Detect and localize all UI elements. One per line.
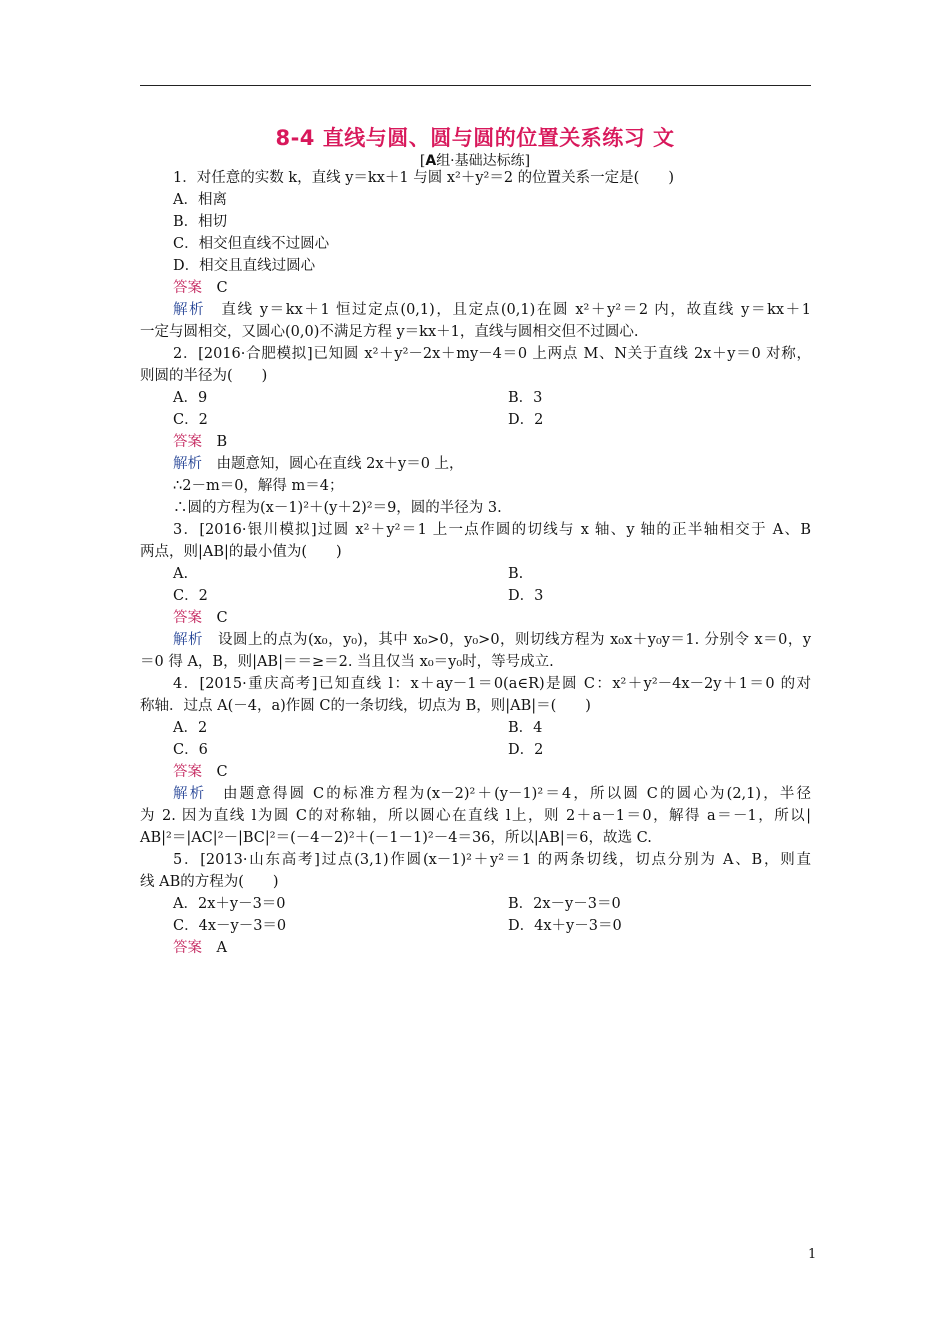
text-line: 则圆的半径为( )	[140, 368, 268, 384]
answer-line	[140, 607, 811, 629]
text-line: ∴圆的方程为(x－1)²＋(y＋2)²＝9，圆的半径为 3.	[173, 500, 502, 516]
group-label: 组·基础达标练]	[436, 153, 531, 169]
analysis-text: 由题意知，圆心在直线 2x＋y＝0 上，	[216, 456, 464, 472]
option-right: B．3	[508, 390, 543, 406]
option-left: A.	[173, 566, 189, 582]
text-line: 5．[2013·山东高考]过点(3,1)作圆(x－1)²＋y²＝1 的两条切线，切点分别为 A、B，则直	[173, 852, 811, 868]
option-row	[140, 585, 811, 607]
header-rule	[140, 85, 811, 86]
option-right: D．4x＋y－3＝0	[508, 918, 622, 934]
option-right: B．2x－y－3＝0	[508, 896, 621, 912]
analysis-text: 由题意得圆 C的标准方程为(x－2)²＋(y－1)²＝4，所以圆 C的圆心为(2,1)，半径	[220, 786, 812, 802]
page-number: 1	[808, 1247, 817, 1262]
option-left: C．2	[173, 412, 208, 428]
option-left: A．9	[173, 390, 208, 406]
text-line: 1．对任意的实数 k，直线 y＝kx＋1 与圆 x²＋y²＝2 的位置关系一定是( )	[173, 170, 674, 186]
option-row	[140, 409, 811, 431]
answer-label: 答案	[173, 940, 202, 956]
analysis-label: 解析	[173, 302, 206, 318]
text-line: 2．[2016·合肥模拟]已知圆 x²＋y²－2x＋my－4＝0 上两点 M、N关于直线 2x＋y＝0 对称，	[173, 346, 811, 362]
analysis-line	[140, 453, 811, 475]
option-row	[140, 563, 811, 585]
text-line: 一定与圆相交，又圆心(0,0)不满足方程 y＝kx＋1，直线与圆相交但不过圆心.	[140, 324, 639, 340]
answer-line	[140, 277, 811, 299]
answer-line	[140, 431, 811, 453]
answer-text: C	[216, 764, 228, 780]
answer-line	[140, 937, 811, 959]
group-bracket: [	[419, 153, 426, 169]
analysis-text: 设圆上的点为(x₀，y₀)，其中 x₀>0，y₀>0，则切线方程为 x₀x＋y₀y＝1. 分别令 x＝0，y	[217, 632, 812, 648]
option-left: A．2	[173, 720, 208, 736]
analysis-line	[140, 783, 811, 805]
analysis-label: 解析	[173, 456, 202, 472]
group-letter: A	[425, 153, 437, 169]
option-row	[140, 717, 811, 739]
text-line: AB|²＝|AC|²－|BC|²＝(－4－2)²＋(－1－1)²－4＝36，所以|AB|＝6，故选 C.	[140, 830, 652, 846]
answer-text: C	[216, 610, 228, 626]
text-line: 称轴．过点 A(－4，a)作圆 C的一条切线，切点为 B，则|AB|＝( )	[140, 698, 591, 714]
text-line: ＝0 得 A，B，则|AB|＝＝≥＝2. 当且仅当 x₀＝y₀时，等号成立.	[140, 654, 554, 670]
option-left: C．4x－y－3＝0	[173, 918, 287, 934]
text-line: C．相交但直线不过圆心	[173, 236, 330, 252]
option-right: D．2	[508, 412, 544, 428]
analysis-label: 解析	[173, 786, 207, 802]
option-left: A．2x＋y－3＝0	[173, 896, 286, 912]
answer-text: C	[216, 280, 228, 296]
answer-label: 答案	[173, 434, 202, 450]
option-left: C．2	[173, 588, 208, 604]
answer-text: A	[216, 940, 227, 956]
text-line: 为 2. 因为直线 l为圆 C的对称轴，所以圆心在直线 l上，则 2＋a－1＝0，解得 a＝－1，所以|	[140, 808, 811, 824]
text-line: 线 AB的方程为( )	[140, 874, 279, 890]
text-line: B．相切	[173, 214, 228, 230]
text-line: 4．[2015·重庆高考]已知直线 l：x＋ay－1＝0(a∈R)是圆 C：x²＋y²－4x－2y＋1＝0 的对	[173, 676, 811, 692]
exercise-content	[140, 167, 811, 959]
option-right: D．2	[508, 742, 544, 758]
answer-label: 答案	[173, 280, 202, 296]
option-row	[140, 893, 811, 915]
answer-line	[140, 761, 811, 783]
option-right: D．3	[508, 588, 544, 604]
text-line: ∴2－m＝0，解得 m＝4；	[173, 478, 344, 494]
answer-text: B	[216, 434, 228, 450]
text-line: D．相交且直线过圆心	[173, 258, 316, 274]
option-left: C．6	[173, 742, 208, 758]
text-line: 3．[2016·银川模拟]过圆 x²＋y²＝1 上一点作圆的切线与 x 轴、y 轴的正半轴相交于 A、B	[173, 522, 811, 538]
answer-label: 答案	[173, 764, 202, 780]
text-line: A．相离	[173, 192, 227, 208]
option-row	[140, 387, 811, 409]
option-right: B.	[508, 566, 524, 582]
answer-label: 答案	[173, 610, 202, 626]
analysis-line	[140, 629, 811, 651]
analysis-text: 直线 y＝kx＋1 恒过定点(0,1)，且定点(0,1)在圆 x²＋y²＝2 内，故直线 y＝kx＋1	[219, 302, 811, 318]
page-title: 8-4 直线与圆、圆与圆的位置关系练习 文	[275, 126, 675, 150]
option-row	[140, 915, 811, 937]
option-row	[140, 739, 811, 761]
option-right: B．4	[508, 720, 543, 736]
analysis-line	[140, 299, 811, 321]
text-line: 两点，则|AB|的最小值为( )	[140, 544, 342, 560]
analysis-label: 解析	[173, 632, 203, 648]
